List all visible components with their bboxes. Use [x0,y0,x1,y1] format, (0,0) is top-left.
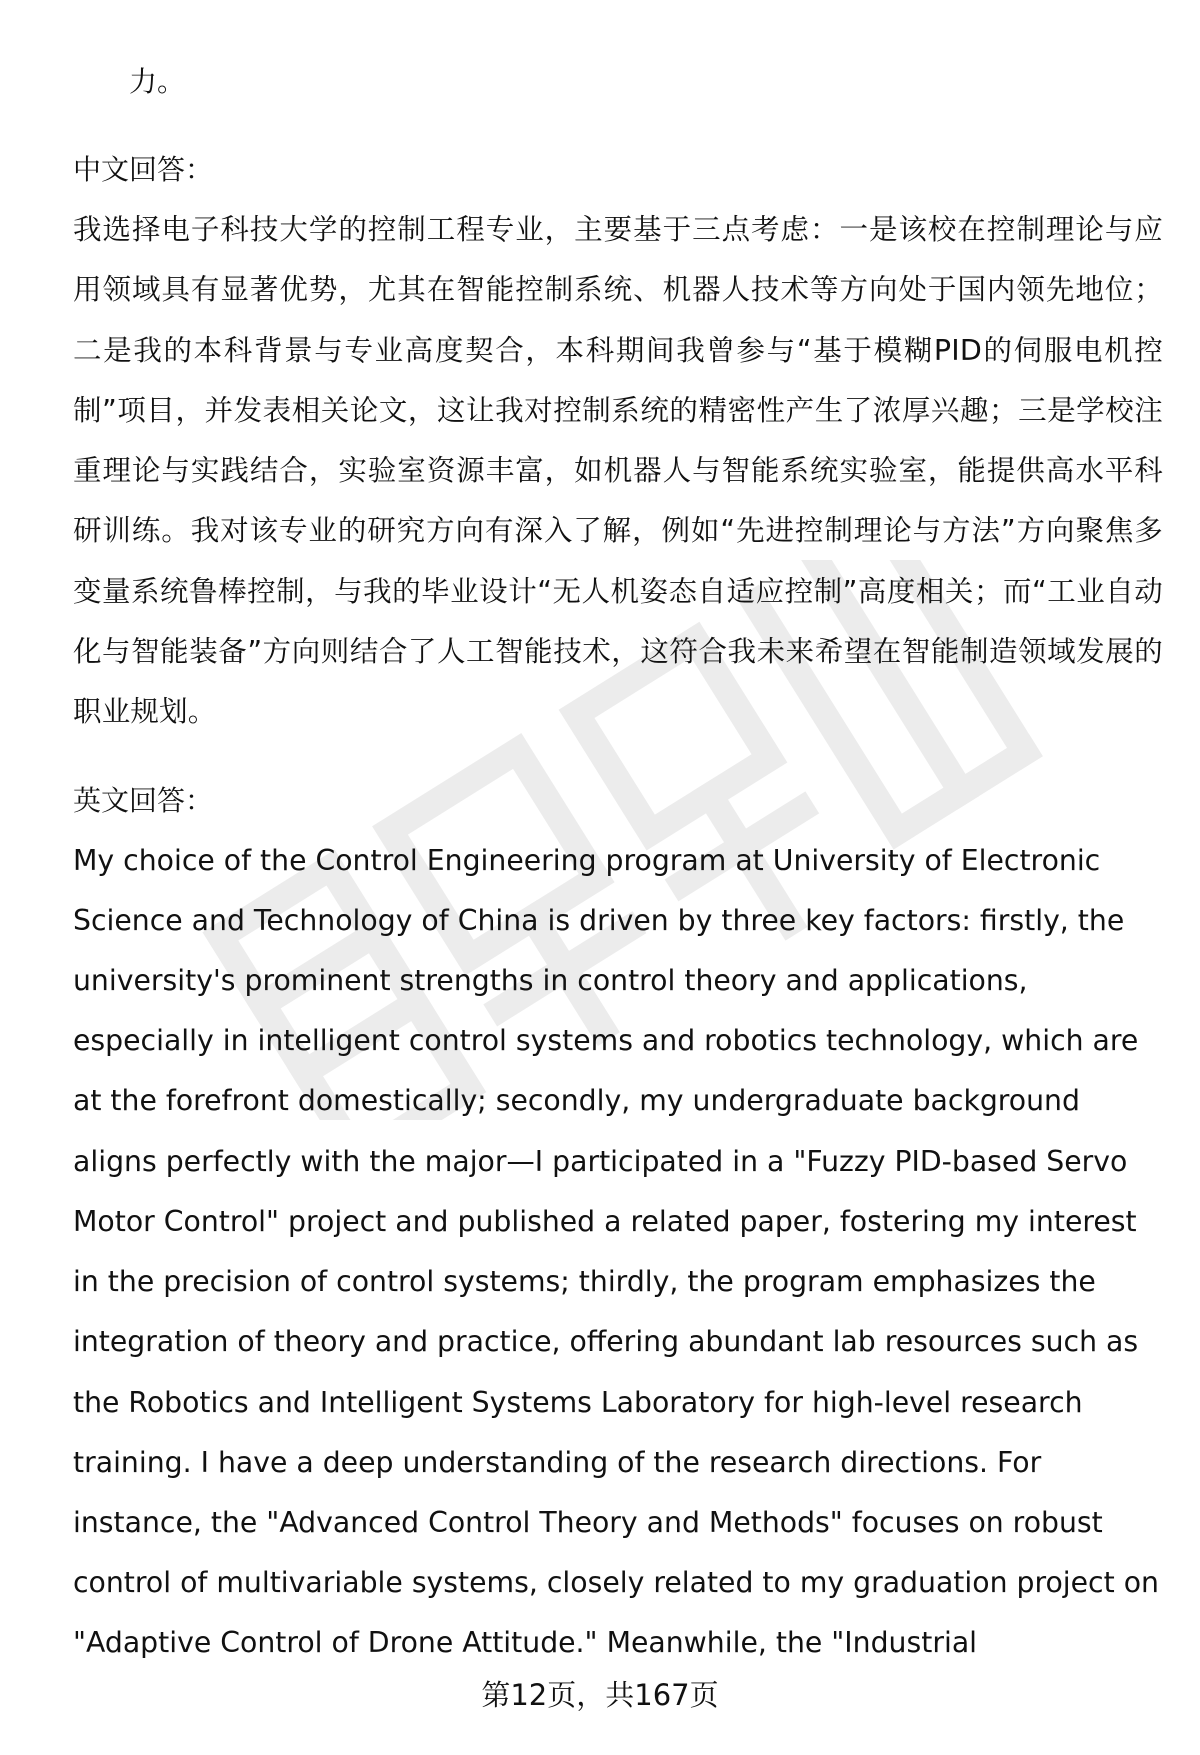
page-number-footer: 第12页，共167页 [481,1678,719,1712]
page-content [73,52,1163,1674]
english-answer-label: 英文回答： [73,783,214,817]
continuation-text: 力。 [129,65,186,98]
chinese-answer-label: 中文回答： [73,153,214,186]
chinese-answer-text: 我选择电子科技大学的控制工程专业，主要基于三点考虑：一是该校在控制理论与应用领域具有显著优势，尤其在智能控制系统、机器人技术等方向处于国内领先地位；二是我的本科背景与专业高度契合，本科期间我曾参与“基于模糊PID的伺服电机控制”项目，并发表相关论文，这让我对控制系统的精密性产生了浓厚兴趣；三是学校注重理论与实践结合，实验室资源丰富，如机器人与智能系统实验室，能提供高水平科研训练。我对该专业的研究方向有深入了解，例如“先进控制理论与方法”方向聚焦多变量系统鲁棒控制，与我的毕业设计“无人机姿态自适应控制”高度相关；而“工业自动化与智能装备”方向则结合了人工智能技术，这符合我未来希望在智能制造领域发展的职业规划。 [73,213,1163,729]
english-answer-text: My choice of the Control Engineering program at University of Electronic Science and Technology of China is driven by three key factors: firstly, the university's prominent strengths in control theory and applications, especially in intelligent control systems and robotics technology, which are at the forefront domestically; secondly, my undergraduate background aligns perfectly with the major—I participated in a "Fuzzy PID-based Servo Motor Control" project and published a related paper, fostering my interest in the precision of control systems; thirdly, the program emphasizes the integration of theory and practice, offering abundant lab resources such as the Robotics and Intelligent Systems Laboratory for high-level research training. I have a deep understanding of the research directions. For instance, the "Advanced Control Theory and Methods" focuses on robust control of multivariable systems, closely related to my graduation project on "Adaptive Control of Drone Attitude." Meanwhile, the "Industrial [73,843,1159,1660]
